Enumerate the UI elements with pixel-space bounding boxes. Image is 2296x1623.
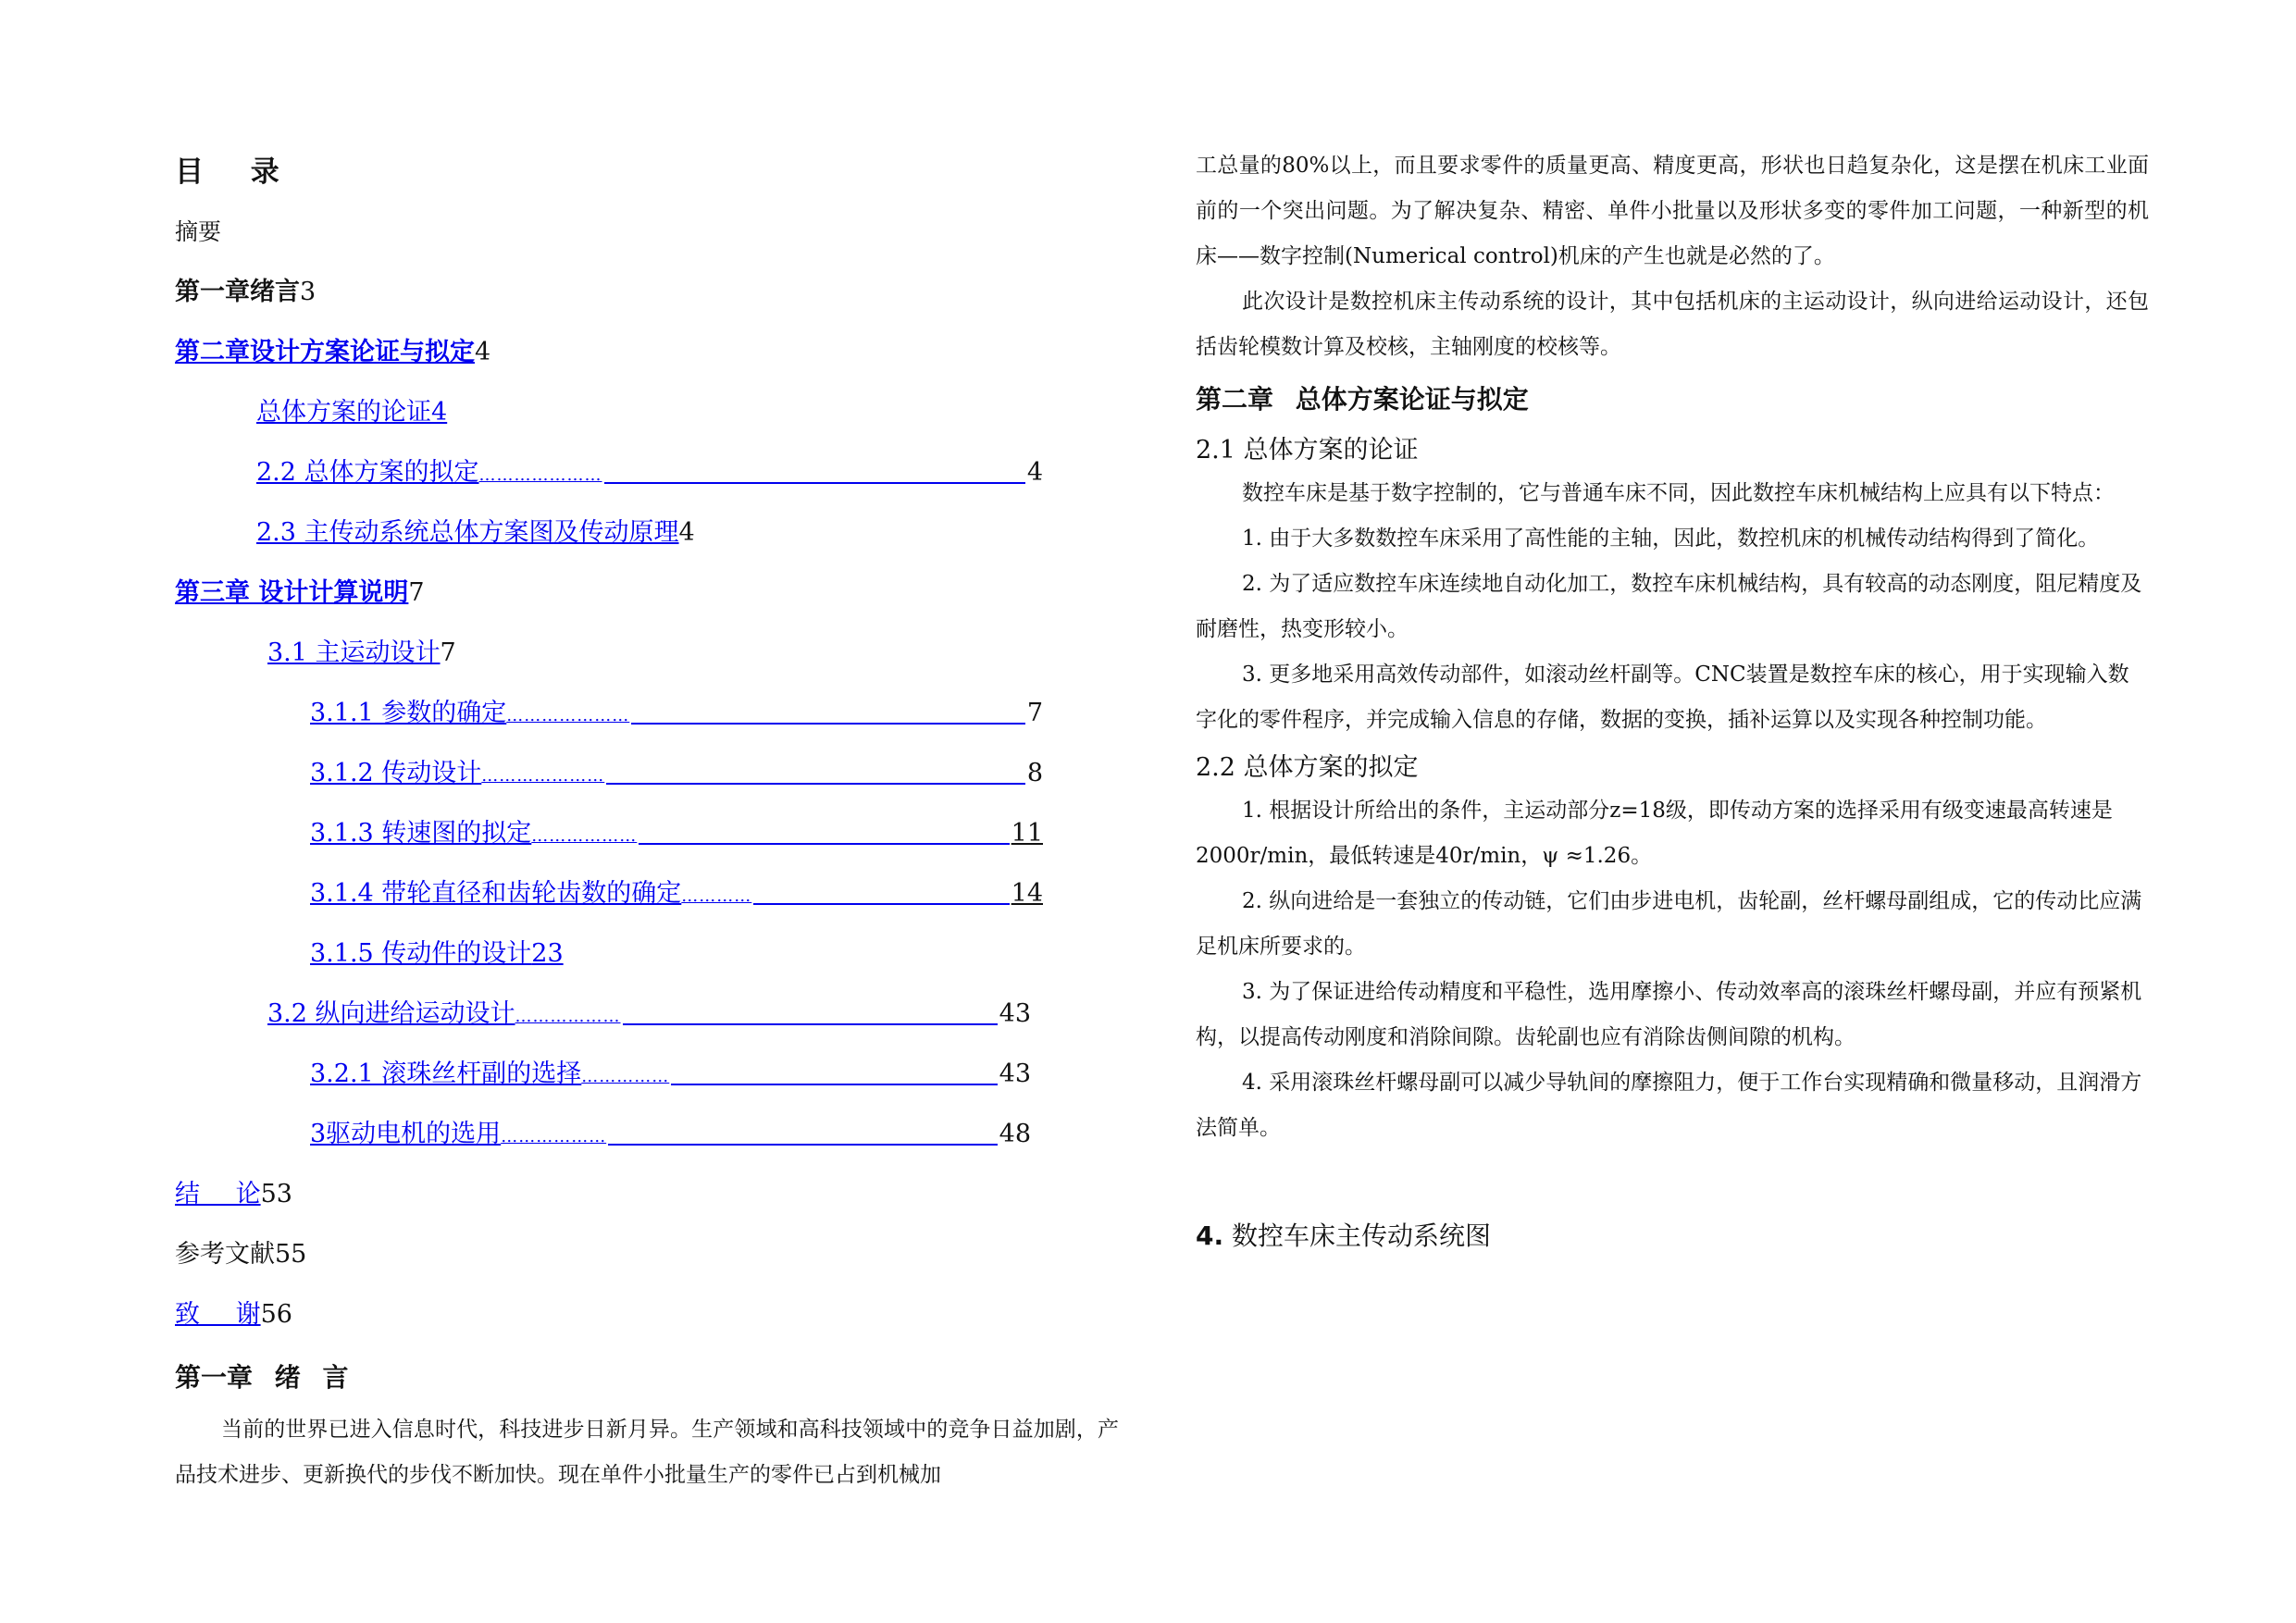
toc-underline [631,723,1025,725]
toc-page-number: 53 [260,1180,292,1208]
toc-page-number: 55 [275,1240,307,1269]
toc-underline [604,482,1025,484]
toc-entry-label: 第一章绪言 [175,278,300,306]
chapter1-paragraph-2: 此次设计是数控机床主传动系统的设计，其中包括机床的主运动设计，纵向进给运动设计，还包括齿轮模数计算及校核，主轴刚度的校核等。 [1196,290,2149,359]
right-column [1196,143,2149,1253]
toc-entry-chapter1 [175,277,1119,308]
toc-entry-3-1-3[interactable] [310,818,1043,849]
figure-heading [1196,1216,2149,1253]
toc-link[interactable]: 结 论 [175,1180,261,1208]
toc-entry-chapter2[interactable] [175,337,1119,368]
section-2-1-title: 2.1 总体方案的论证 [1196,436,1419,465]
toc-page-number: 48 [999,1120,1031,1148]
left-column [175,148,1119,1498]
section-2-1-item: 3. 更多地采用高效传动部件，如滚动丝杆副等。CNC装置是数控车床的核心，用于实现输入数字化的零件程序，并完成输入信息的存储，数据的变换，插补运算以及实现各种控制功能。 [1196,663,2129,732]
toc-entry-3-1-4[interactable] [310,878,1043,910]
toc-page-number[interactable]: 4 [431,398,448,427]
toc-page-number: 43 [999,1059,1031,1088]
section-2-2-item: 2. 纵向进给是一套独立的传动链，它们由步进电机，齿轮副，丝杆螺母副组成，它的传动比应满足机床所要求的。 [1196,889,2142,959]
toc-page-number: 7 [1026,699,1043,727]
chapter1-paragraph-continued: 工总量的80%以上，而且要求零件的质量更高、精度更高，形状也日趋复杂化，这是摆在机床工业面前的一个突出问题。为了解决复杂、精密、单件小批量以及形状多变的零件加工问题，一种新型的机床——数字控制(Numerical control)机床的产生也就是必然的了。 [1196,154,2149,268]
toc-page-number[interactable]: 23 [531,939,564,968]
toc-dots: ……………… [501,1127,607,1146]
toc-title: 目 录 [175,155,298,189]
toc-abstract: 摘要 [175,218,222,245]
figure-number: 4. [1196,1220,1224,1251]
toc-page-number[interactable]: 14 [1011,879,1043,908]
toc-entry-2-2[interactable] [256,457,1043,489]
figure-title: 数控车床主传动系统图 [1232,1220,1492,1251]
toc-entry-label: 参考文献 [175,1240,275,1269]
toc-link[interactable]: 3.1.3 转速图的拟定 [310,819,532,848]
toc-link[interactable]: 2.3 主传动系统总体方案图及传动原理 [256,518,679,547]
section-2-1-item: 2. 为了适应数控车床连续地自动化加工，数控车床机械结构，具有较高的动态刚度，阻尼精度及耐磨性，热变形较小。 [1196,572,2142,641]
toc-page-number: 43 [999,999,1031,1028]
toc-dots: ………………… [478,465,602,485]
toc-link[interactable]: 3.2 纵向进给运动设计 [267,999,515,1028]
chapter1-heading: 第一章 绪 言 [175,1362,349,1393]
toc-link[interactable]: 总体方案的论证 [256,398,431,427]
toc-entry-3-1[interactable] [175,638,1119,669]
toc-entry-3-2-3[interactable] [310,1119,1031,1150]
toc-link[interactable]: 第三章 设计计算说明 [175,578,409,607]
toc-underline [623,1023,998,1025]
chapter2-heading: 第二章 总体方案论证与拟定 [1196,384,1529,415]
section-2-2-item: 1. 根据设计所给出的条件，主运动部分z=18级，即传动方案的选择采用有级变速最高转速是2000r/min，最低转速是40r/min，ψ ≈1.26。 [1196,799,2113,868]
toc-underline [671,1084,997,1085]
toc-link[interactable]: 3驱动电机的选用 [310,1120,502,1148]
toc-entry-references [175,1239,1119,1270]
toc-entry-3-2-1[interactable] [310,1059,1031,1090]
toc-page-number: 4 [678,518,695,547]
toc-link[interactable]: 3.1.1 参数的确定 [310,699,507,727]
section-2-1-item: 1. 由于大多数数控车床采用了高性能的主轴，因此，数控机床的机械传动结构得到了简化。 [1242,527,2100,551]
section-2-2-item: 4. 采用滚珠丝杆螺母副可以减少导轨间的摩擦阻力，便于工作台实现精确和微量移动，且润滑方法简单。 [1196,1071,2142,1140]
section-2-1-intro: 数控车床是基于数字控制的，它与普通车床不同，因此数控车床机械结构上应具有以下特点： [1242,481,2115,505]
toc-link[interactable]: 致 谢 [175,1300,261,1329]
toc-dots: ……………… [515,1007,621,1026]
toc-link[interactable]: 3.2.1 滚珠丝杆副的选择 [310,1059,582,1088]
toc-page-number[interactable]: 11 [1011,819,1043,848]
toc-entry-acknowledgements[interactable] [175,1299,1119,1331]
section-2-2-item: 3. 为了保证进给传动精度和平稳性，选用摩擦小、传动效率高的滚珠丝杆螺母副，并应有预紧机构，以提高传动刚度和消除间隙。齿轮副也应有消除齿侧间隙的机构。 [1196,980,2142,1049]
toc-entry-3-1-2[interactable] [310,758,1043,789]
toc-page-number: 4 [1026,458,1043,487]
toc-link[interactable]: 第二章设计方案论证与拟定 [175,338,475,366]
toc-dots: …………… [581,1067,670,1086]
toc-page-number: 7 [440,638,456,667]
toc-link[interactable]: 3.1.5 传动件的设计 [310,939,532,968]
toc-entry-2-1[interactable] [175,397,1119,428]
toc-dots: ………………… [481,766,605,786]
toc-link[interactable]: 3.1 主运动设计 [267,638,441,667]
toc-page-number: 3 [300,278,316,306]
toc-entry-chapter3[interactable] [175,577,1119,609]
toc-link[interactable]: 3.1.2 传动设计 [310,759,482,787]
toc-page-number: 4 [475,338,491,366]
toc-entry-3-1-5[interactable] [175,938,1119,970]
toc-entry-3-2[interactable] [267,998,1031,1030]
section-2-2-title: 2.2 总体方案的拟定 [1196,753,1419,782]
toc-link[interactable]: 3.1.4 带轮直径和齿轮齿数的确定 [310,879,682,908]
chapter1-paragraph: 当前的世界已进入信息时代，科技进步日新月异。生产领域和高科技领域中的竞争日益加剧，产品技术进步、更新换代的步伐不断加快。现在单件小批量生产的零件已占到机械加 [175,1418,1119,1487]
toc-link[interactable]: 2.2 总体方案的拟定 [256,458,479,487]
toc-dots: ………………… [506,706,630,725]
toc-underline [606,783,1025,785]
toc-underline [753,903,1009,905]
toc-entry-3-1-1[interactable] [310,698,1043,729]
toc-page-number: 8 [1026,759,1043,787]
toc-page-number: 7 [408,578,425,607]
toc-entry-2-3[interactable] [175,517,1119,549]
toc-underline [639,843,1009,845]
toc-entry-conclusion[interactable] [175,1179,1119,1210]
toc-page-number: 56 [260,1300,292,1329]
toc-dots: ………… [681,886,752,906]
toc-dots: ……………… [531,826,638,846]
toc-underline [608,1144,997,1146]
